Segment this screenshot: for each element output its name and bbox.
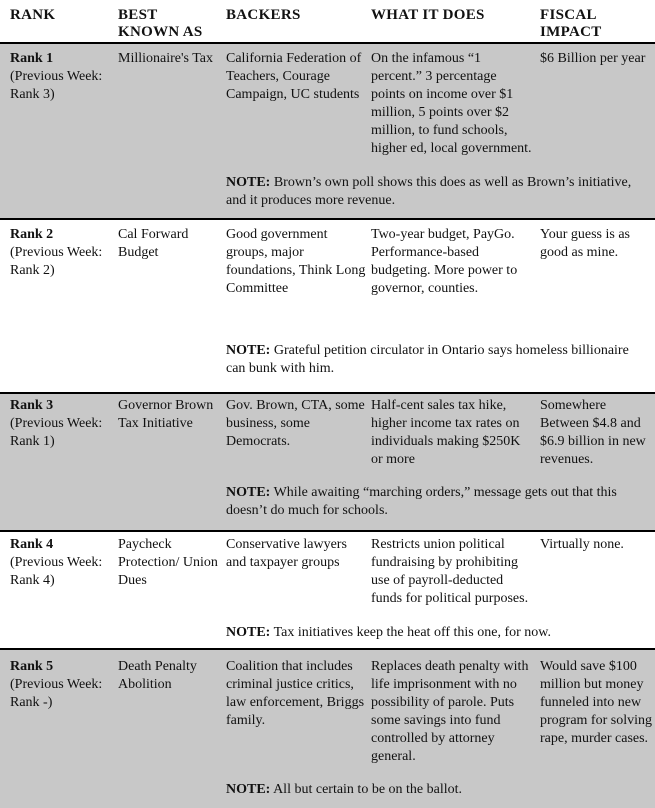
note-text: Grateful petition circulator in Ontario says homeless billionaire can bunk with him. (226, 343, 629, 376)
header-backers: BACKERS (226, 7, 301, 23)
header-rank: RANK (10, 7, 56, 23)
backers-cell: Coalition that includes criminal justice critics, law enforcement, Briggs family. (226, 659, 365, 728)
table-header (0, 0, 655, 44)
row-note (226, 342, 646, 378)
note-text: Tax initiatives keep the heat off this one, for now. (270, 625, 551, 640)
backers-cell: Conservative lawyers and taxpayer groups (226, 537, 347, 570)
fiscal-impact-cell: Somewhere Between $4.8 and $6.9 billion in new revenues. (540, 398, 646, 467)
what-it-does-cell: Two-year budget, PayGo. Performance-based budgeting. More power to governor, counties. (371, 227, 518, 296)
rank-cell (10, 536, 112, 590)
rank-cell (10, 658, 112, 712)
fiscal-impact-cell: Virtually none. (540, 537, 624, 552)
best-known-as-cell: Governor Brown Tax Initiative (118, 398, 214, 431)
note-label: NOTE: (226, 343, 271, 358)
row-note (226, 174, 646, 210)
rank-label: Rank 4 (10, 537, 54, 552)
rank-label: Rank 1 (10, 51, 54, 66)
table-row (0, 220, 655, 394)
row-note (226, 781, 646, 799)
previous-rank: (Previous Week: Rank -) (10, 677, 103, 710)
header-fiscal-impact: FISCAL IMPACT (540, 7, 602, 40)
previous-rank: (Previous Week: Rank 4) (10, 555, 103, 588)
backers-cell: Good government groups, major foundations, Think Long Committee (226, 227, 366, 296)
what-it-does-cell: Half-cent sales tax hike, higher income tax rates on individuals making $250K or more (371, 398, 521, 467)
table-row (0, 650, 655, 808)
rank-cell (10, 397, 112, 451)
fiscal-impact-cell: Would save $100 million but money funneled into new program for solving rape, murder cases. (540, 659, 652, 746)
best-known-as-cell: Death Penalty Abolition (118, 659, 197, 692)
table-row (0, 394, 655, 532)
fiscal-impact-cell: $6 Billion per year (540, 51, 646, 66)
best-known-as-cell: Paycheck Protection/ Union Dues (118, 537, 218, 588)
rank-label: Rank 5 (10, 659, 54, 674)
previous-rank: (Previous Week: Rank 2) (10, 245, 103, 278)
header-what-it-does: WHAT IT DOES (371, 7, 485, 23)
rank-cell (10, 50, 112, 104)
what-it-does-cell: Replaces death penalty with life imprisonment with no possibility of parole. Puts some savings into fund controlled by attorney general. (371, 659, 529, 764)
note-text: While awaiting “marching orders,” message gets out that this doesn’t do much for schools. (226, 485, 617, 518)
note-label: NOTE: (226, 485, 271, 500)
note-text: Brown’s own poll shows this does as well as Brown’s initiative, and it produces more revenue. (226, 175, 632, 208)
row-note (226, 624, 646, 642)
row-note (226, 484, 646, 520)
note-text: All but certain to be on the ballot. (270, 782, 463, 797)
rank-label: Rank 2 (10, 227, 54, 242)
table-row (0, 44, 655, 220)
backers-cell: California Federation of Teachers, Courage Campaign, UC students (226, 51, 362, 102)
backers-cell: Gov. Brown, CTA, some business, some Democrats. (226, 398, 365, 449)
previous-rank: (Previous Week: Rank 3) (10, 69, 103, 102)
header-best-known-as: BEST KNOWN AS (118, 7, 203, 40)
rank-cell (10, 226, 112, 280)
note-label: NOTE: (226, 782, 271, 797)
table-row (0, 532, 655, 650)
note-label: NOTE: (226, 175, 271, 190)
best-known-as-cell: Millionaire's Tax (118, 51, 213, 66)
best-known-as-cell: Cal Forward Budget (118, 227, 189, 260)
rank-label: Rank 3 (10, 398, 54, 413)
what-it-does-cell: Restricts union political fundraising by prohibiting use of payroll-deducted funds for political purposes. (371, 537, 529, 606)
what-it-does-cell: On the infamous “1 percent.” 3 percentage points on income over $1 million, 5 points over $2 million, to fund schools, higher ed, local government. (371, 51, 532, 156)
previous-rank: (Previous Week: Rank 1) (10, 416, 103, 449)
note-label: NOTE: (226, 625, 271, 640)
fiscal-impact-cell: Your guess is as good as mine. (540, 227, 630, 260)
